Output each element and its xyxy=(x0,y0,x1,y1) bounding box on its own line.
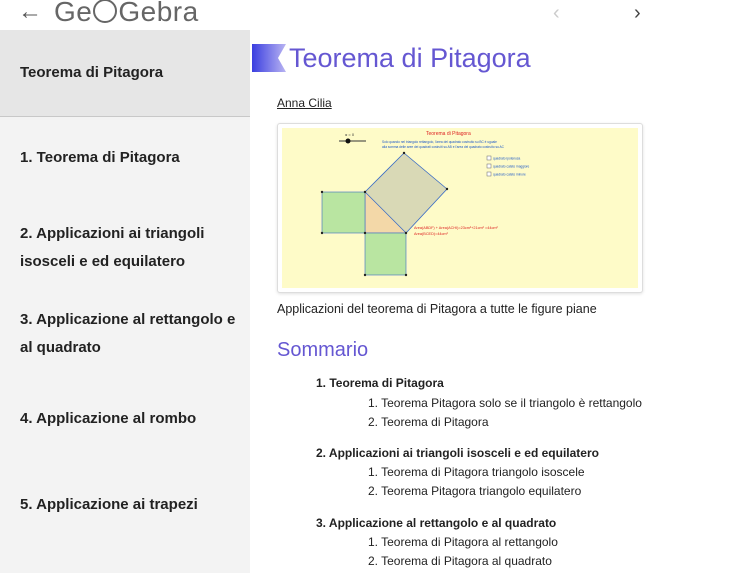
geogebra-logo[interactable] xyxy=(54,0,199,28)
applet-formula-1: Area(ABDF) + Area(ACHI)=23cm²+21cm² =44cm² xyxy=(414,226,498,230)
toc-chapter-2[interactable]: 2. Applicazioni ai triangoli isosceli e ed equilatero xyxy=(316,446,599,460)
top-bar xyxy=(0,0,754,30)
applet-title: Teorema di Pitagora xyxy=(426,131,471,137)
sidebar-item-label: 5. Applicazione ai trapezi xyxy=(20,496,198,513)
main-content xyxy=(250,30,754,573)
toc-item[interactable]: 1. Teorema Pitagora solo se il triangolo è rettangolo xyxy=(368,396,642,410)
toc-item[interactable]: 2. Teorema di Pitagora xyxy=(368,415,489,429)
sidebar-item-chapter-1[interactable] xyxy=(0,144,250,172)
book-flag-icon xyxy=(252,44,286,72)
previous-chevron-icon[interactable]: ‹ xyxy=(553,2,560,24)
sidebar-item-chapter-5[interactable] xyxy=(0,491,250,519)
sommario-heading: Sommario xyxy=(277,339,369,361)
page-description: Applicazioni del teorema di Pitagora a tutte le figure piane xyxy=(277,302,597,316)
toc-item[interactable]: 2. Teorema Pitagora triangolo equilatero xyxy=(368,484,582,498)
geogebra-applet-thumbnail[interactable] xyxy=(277,123,643,293)
sidebar-item-overview[interactable] xyxy=(0,30,250,117)
logo-o-icon xyxy=(93,0,117,23)
applet-formula-2: Area(BCED)=44cm² xyxy=(414,232,448,236)
logo-text-start: Ge xyxy=(54,0,93,27)
applet-check-3: quadrato cateto minore xyxy=(493,172,526,177)
applet-check-2: quadrato cateto maggiore xyxy=(493,164,530,169)
author-link[interactable]: Anna Cilia xyxy=(277,96,332,110)
page-title: Teorema di Pitagora xyxy=(289,43,531,73)
toc-chapter-3[interactable]: 3. Applicazione al rettangolo e al quadrato xyxy=(316,516,557,530)
toc-item[interactable]: 2. Teorema di Pitagora al quadrato xyxy=(368,554,552,568)
sidebar-item-label: 2. Applicazioni ai triangoli isosceli e ed equilatero xyxy=(20,225,205,270)
sidebar-item-label: 1. Teorema di Pitagora xyxy=(20,149,180,166)
toc-chapter-1[interactable]: 1. Teorema di Pitagora xyxy=(316,376,444,390)
logo-text-end: Gebra xyxy=(118,0,199,27)
sidebar-item-label: 3. Applicazione al rettangolo e al quadrato xyxy=(20,311,236,356)
applet-preview xyxy=(282,128,638,288)
applet-text-line-1: Solo quando nel triangolo rettangolo, l'area del quadrato costruito su BC è uguale xyxy=(382,140,497,144)
sidebar-item-chapter-3[interactable] xyxy=(0,306,250,362)
applet-check-1: quadrato ipotenusa xyxy=(493,156,521,161)
sidebar xyxy=(0,30,250,573)
applet-text-line-2: alla somma delle aree dei quadrati costruiti su AB e l'area del quadrato costruito su AC xyxy=(382,145,504,149)
back-arrow-icon[interactable]: ← xyxy=(18,0,42,25)
toc-item[interactable]: 1. Teorema di Pitagora al rettangolo xyxy=(368,535,558,549)
sidebar-item-chapter-2[interactable] xyxy=(0,220,250,276)
sidebar-item-chapter-4[interactable] xyxy=(0,405,250,433)
toc-item[interactable]: 1. Teorema di Pitagora triangolo isoscele xyxy=(368,465,585,479)
sidebar-item-label: Teorema di Pitagora xyxy=(20,64,164,81)
sidebar-item-label: 4. Applicazione al rombo xyxy=(20,410,197,427)
next-chevron-icon[interactable]: › xyxy=(634,2,641,24)
applet-slider-label: α = 0 xyxy=(345,132,355,137)
